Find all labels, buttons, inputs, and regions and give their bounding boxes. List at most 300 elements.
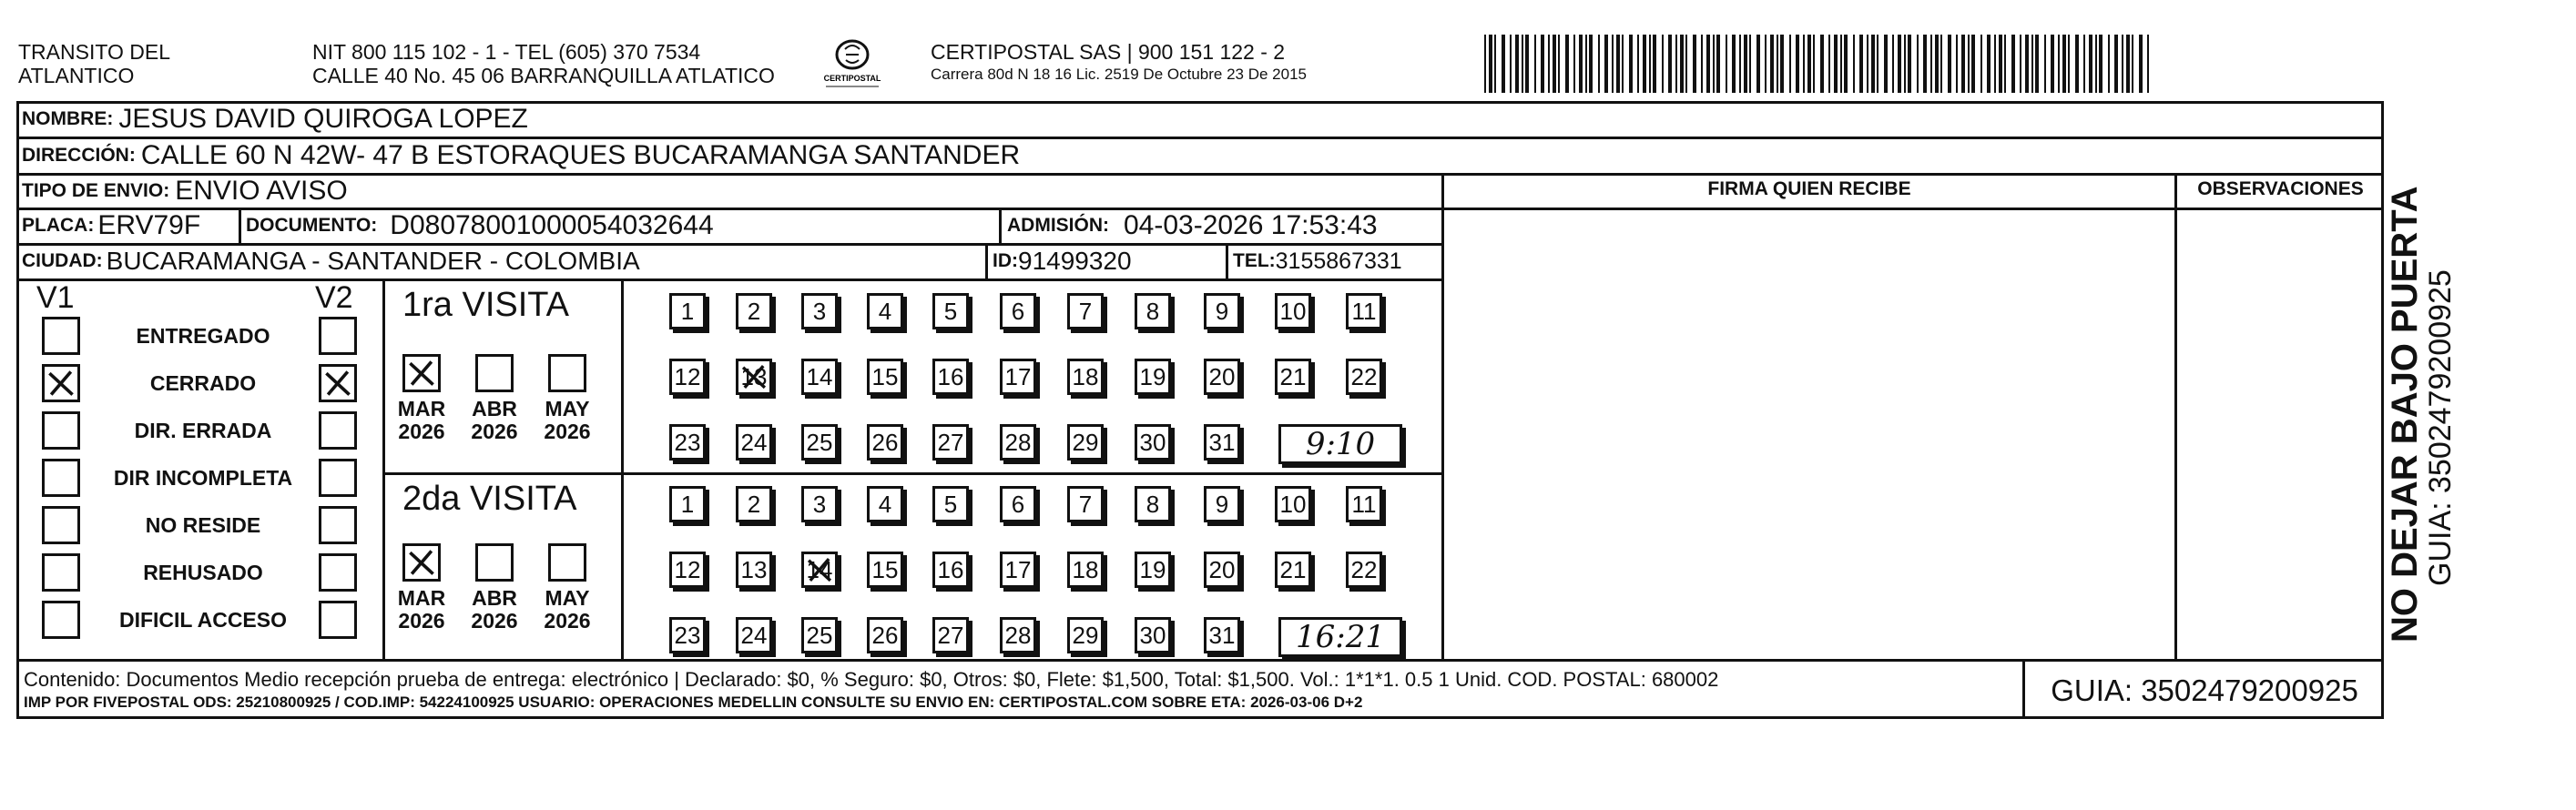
barcode-bar <box>1994 35 1996 93</box>
footer-line-2: IMP POR FIVEPOSTAL ODS: 25210800925 / COD.IMP: 54224100925 USUARIO: OPERACIONES MEDELLIN CONSULTE SU ENVIO EN: CERTIPOSTAL.COM SOBRE ETA: 2026-03-06 D+2 <box>24 694 1363 711</box>
day-number: 12 <box>674 555 701 583</box>
month-label <box>463 398 526 443</box>
day-box[interactable] <box>867 486 903 522</box>
day-box[interactable] <box>669 486 706 522</box>
day-box[interactable] <box>669 617 706 653</box>
barcode-bar <box>1820 35 1824 93</box>
barcode-bar <box>2139 35 2143 93</box>
barcode-bar <box>1685 35 1687 93</box>
month-year: 2026 <box>544 420 591 443</box>
month-label <box>390 398 453 443</box>
day-box[interactable] <box>801 293 838 329</box>
day-box[interactable] <box>669 359 706 395</box>
nombre-label: NOMBRE: <box>22 108 114 129</box>
day-number: 10 <box>1279 490 1307 518</box>
day-box[interactable] <box>932 424 969 461</box>
barcode-bar <box>2114 35 2118 93</box>
day-box[interactable] <box>1204 424 1240 461</box>
footer-guia: GUIA: 3502479200925 <box>2051 673 2358 707</box>
day-number: 27 <box>937 621 964 649</box>
barcode-bar <box>1701 35 1703 93</box>
nombre-row <box>22 102 528 137</box>
day-number: 22 <box>1350 362 1378 390</box>
v2-checkbox[interactable] <box>319 411 357 450</box>
barcode-bar <box>1961 35 1965 93</box>
day-number: 14 <box>806 362 833 390</box>
barcode-bar <box>1553 35 1556 93</box>
day-box[interactable] <box>1000 552 1036 588</box>
barcode-bar <box>1956 35 1958 93</box>
barcode-bar <box>2068 35 2070 93</box>
barcode-bar <box>1534 35 1536 93</box>
barcode-bar <box>1494 35 1496 93</box>
barcode-bar <box>1589 35 1593 93</box>
barcode-bar <box>1884 35 1888 93</box>
barcode-bar <box>1930 35 1932 93</box>
day-number: 15 <box>871 362 899 390</box>
barcode-bar <box>1489 35 1492 93</box>
day-number: 25 <box>806 621 833 649</box>
month-name: MAR <box>397 397 446 420</box>
day-box[interactable] <box>736 486 772 522</box>
day-number: 17 <box>1004 362 1032 390</box>
day-number: 26 <box>871 621 899 649</box>
handwritten-x-mark <box>804 554 835 585</box>
direccion-row <box>22 138 1020 173</box>
v1-checkbox[interactable] <box>42 601 80 639</box>
day-number: 16 <box>937 555 964 583</box>
id-field <box>993 244 1132 278</box>
barcode-bar <box>1859 35 1863 93</box>
month-name: MAR <box>397 586 446 610</box>
barcode-bar <box>2108 35 2110 93</box>
day-box[interactable] <box>1204 617 1240 653</box>
day-box[interactable] <box>801 486 838 522</box>
day-box[interactable] <box>1000 486 1036 522</box>
barcode-bar <box>2004 35 2006 93</box>
month-year: 2026 <box>398 609 445 633</box>
day-number: 30 <box>1139 428 1166 456</box>
agency-line-1: TRANSITO DEL <box>18 40 170 64</box>
barcode-bar <box>1987 35 1991 93</box>
month-label <box>463 587 526 633</box>
day-number: 7 <box>1078 490 1093 518</box>
day-box[interactable] <box>1135 359 1171 395</box>
barcode-bar <box>1968 35 1970 93</box>
admision-field <box>1007 208 1378 243</box>
barcode-bar <box>2044 35 2046 93</box>
barcode-bar <box>1579 35 1583 93</box>
barcode-bar <box>1548 35 1550 93</box>
v1-checkbox[interactable] <box>42 459 80 497</box>
agency-line-2: ATLANTICO <box>18 64 135 87</box>
barcode-bar <box>1789 35 1791 93</box>
day-number: 19 <box>1139 362 1166 390</box>
nit-line: NIT 800 115 102 - 1 - TEL (605) 370 7534 <box>312 40 701 64</box>
day-box[interactable] <box>932 359 969 395</box>
day-box[interactable] <box>1135 424 1171 461</box>
barcode-bar <box>1612 35 1614 93</box>
barcode-bar <box>1662 35 1664 93</box>
barcode-bar <box>1813 35 1815 93</box>
barcode-bar <box>1980 35 1982 93</box>
vertical-guia: GUIA: 3502479200925 <box>2423 269 2458 586</box>
barcode-bar <box>1770 35 1774 93</box>
barcode-bar <box>1732 35 1736 93</box>
company-info <box>931 40 1307 86</box>
status-label: CERRADO <box>149 371 257 395</box>
barcode-bar <box>1622 35 1624 93</box>
id-value: 91499320 <box>1018 247 1132 275</box>
day-box[interactable] <box>801 359 838 395</box>
day-number: 17 <box>1004 555 1032 583</box>
v2-label: V2 <box>315 280 353 315</box>
day-box[interactable] <box>1346 486 1382 522</box>
day-number: 16 <box>937 362 964 390</box>
day-box[interactable] <box>1135 293 1171 329</box>
barcode-bar <box>1510 35 1512 93</box>
ciudad-label: CIUDAD: <box>22 250 103 271</box>
observaciones-header: OBSERVACIONES <box>2197 178 2364 199</box>
day-number: 10 <box>1279 297 1307 325</box>
barcode-bar <box>1971 35 1975 93</box>
day-number: 12 <box>674 362 701 390</box>
barcode-bar <box>1716 35 1720 93</box>
v1-checkbox[interactable] <box>42 317 80 355</box>
v2-checkbox[interactable] <box>319 601 357 639</box>
ciudad-value: BUCARAMANGA - SANTANDER - COLOMBIA <box>106 247 640 275</box>
status-label: DIFICIL ACCESO <box>118 608 287 632</box>
day-number: 5 <box>943 297 958 325</box>
barcode-bar <box>1653 35 1656 93</box>
barcode-bar <box>1604 35 1608 93</box>
month-year: 2026 <box>544 609 591 633</box>
placa-field <box>22 208 200 243</box>
barcode-bar <box>2020 35 2021 93</box>
barcode-bar <box>1828 35 1830 93</box>
footer-contents <box>24 668 2018 714</box>
barcode-bar <box>2035 35 2039 93</box>
barcode-bar <box>2099 35 2103 93</box>
day-number: 25 <box>806 428 833 456</box>
barcode-bar <box>1917 35 1919 93</box>
day-box[interactable] <box>1135 552 1171 588</box>
barcode-bar <box>1840 35 1842 93</box>
barcode-bar <box>2089 35 2092 93</box>
ciudad-field <box>22 244 640 278</box>
barcode-bar <box>1853 35 1855 93</box>
day-number: 1 <box>680 490 695 518</box>
day-box[interactable] <box>736 552 772 588</box>
agency-contact <box>312 40 775 87</box>
barcode-bar <box>1892 35 1894 93</box>
status-label: NO RESIDE <box>145 513 261 537</box>
documento-label: DOCUMENTO: <box>246 215 378 236</box>
company-address: Carrera 80d N 18 16 Lic. 2519 De Octubre 23 De 2015 <box>931 66 1307 83</box>
day-number: 24 <box>740 428 768 456</box>
month-year: 2026 <box>471 609 518 633</box>
day-box[interactable] <box>801 617 838 653</box>
day-box[interactable] <box>867 552 903 588</box>
day-number: 21 <box>1279 555 1307 583</box>
day-box[interactable] <box>867 293 903 329</box>
day-number: 8 <box>1145 297 1160 325</box>
handwritten-time: 16:21 <box>1278 617 1402 657</box>
day-number: 9 <box>1215 490 1229 518</box>
barcode-bar <box>1877 35 1879 93</box>
barcode-bar <box>2147 35 2149 93</box>
barcode-bar <box>1871 35 1875 93</box>
month-year: 2026 <box>471 420 518 443</box>
day-box[interactable] <box>1346 552 1382 588</box>
day-number: 31 <box>1208 428 1236 456</box>
documento-field <box>246 208 714 243</box>
tel-label: TEL: <box>1233 250 1276 271</box>
barcode-bar <box>1726 35 1727 93</box>
day-box[interactable] <box>801 424 838 461</box>
day-number: 26 <box>871 428 899 456</box>
barcode-bar <box>1780 35 1784 93</box>
day-box[interactable] <box>932 552 969 588</box>
day-box[interactable] <box>932 486 969 522</box>
tipo-envio-label: TIPO DE ENVIO: <box>22 179 170 201</box>
firma-header: FIRMA QUIEN RECIBE <box>1707 178 1911 199</box>
admision-label: ADMISIÓN: <box>1007 215 1109 236</box>
day-box[interactable] <box>1000 617 1036 653</box>
day-box[interactable] <box>1204 552 1240 588</box>
day-box[interactable] <box>1275 293 1311 329</box>
day-number: 2 <box>747 490 761 518</box>
day-box[interactable] <box>669 424 706 461</box>
day-box[interactable] <box>1275 486 1311 522</box>
barcode-bar <box>1637 35 1639 93</box>
month-name: MAY <box>545 586 590 610</box>
day-box[interactable] <box>1067 424 1104 461</box>
barcode-bar <box>1796 35 1799 93</box>
day-box[interactable] <box>1135 486 1171 522</box>
barcode-bar <box>2051 35 2054 93</box>
month-checkbox[interactable] <box>475 354 514 392</box>
status-label: DIR INCOMPLETA <box>113 466 293 490</box>
admision-value: 04-03-2026 17:53:43 <box>1124 210 1378 240</box>
barcode-bar <box>2025 35 2029 93</box>
day-box[interactable] <box>1067 552 1104 588</box>
barcode-bar <box>2083 35 2085 93</box>
day-box[interactable] <box>1204 359 1240 395</box>
day-number: 4 <box>878 490 892 518</box>
day-box[interactable] <box>801 552 838 588</box>
barcode-bar <box>2122 35 2123 93</box>
month-label <box>535 398 599 443</box>
vertical-notice <box>2386 124 2457 643</box>
day-box[interactable] <box>932 617 969 653</box>
barcode-bar <box>1629 35 1633 93</box>
barcode-bar <box>1616 35 1620 93</box>
month-name: ABR <box>472 586 517 610</box>
barcode-bar <box>1668 35 1672 93</box>
barcode-bar <box>1675 35 1677 93</box>
day-number: 4 <box>878 297 892 325</box>
day-box[interactable] <box>1067 359 1104 395</box>
barcode-bar <box>1565 35 1569 93</box>
day-box[interactable] <box>1000 293 1036 329</box>
day-box[interactable] <box>736 424 772 461</box>
barcode-bar <box>1904 35 1906 93</box>
barcode-bar <box>1756 35 1760 93</box>
barcode-bar <box>1935 35 1939 93</box>
handwritten-x-mark <box>738 361 769 392</box>
placa-label: PLACA: <box>22 215 95 236</box>
day-box[interactable] <box>1135 617 1171 653</box>
day-box[interactable] <box>1275 359 1311 395</box>
barcode-bar <box>1803 35 1805 93</box>
barcode-bar <box>1484 35 1486 93</box>
barcode-bar <box>2075 35 2079 93</box>
day-number: 28 <box>1004 621 1032 649</box>
month-checkbox[interactable] <box>475 543 514 582</box>
direccion-value: CALLE 60 N 42W- 47 B ESTORAQUES BUCARAMANGA SANTANDER <box>140 140 1021 170</box>
tel-value: 3155867331 <box>1275 248 1402 274</box>
barcode-bar <box>1948 35 1951 93</box>
agency-address: CALLE 40 No. 45 06 BARRANQUILLA ATLATICO <box>312 64 775 87</box>
day-box[interactable] <box>736 617 772 653</box>
day-box[interactable] <box>867 424 903 461</box>
day-box[interactable] <box>1204 293 1240 329</box>
month-checkbox[interactable] <box>402 354 441 392</box>
day-number: 30 <box>1139 621 1166 649</box>
v2-checkbox[interactable] <box>319 506 357 544</box>
id-label: ID: <box>993 250 1018 271</box>
month-label <box>390 587 453 633</box>
day-box[interactable] <box>1204 486 1240 522</box>
barcode-bar <box>1573 35 1575 93</box>
day-box[interactable] <box>932 293 969 329</box>
barcode-bar <box>1898 35 1901 93</box>
day-box[interactable] <box>1067 293 1104 329</box>
barcode-bar <box>1807 35 1811 93</box>
day-number: 18 <box>1072 362 1099 390</box>
day-number: 14 <box>806 555 833 583</box>
day-number: 11 <box>1351 490 1377 518</box>
barcode-bar <box>1649 35 1651 93</box>
day-box[interactable] <box>867 359 903 395</box>
day-number: 9 <box>1215 297 1229 325</box>
v1-label: V1 <box>36 280 75 315</box>
direccion-label: DIRECCIÓN: <box>22 145 136 166</box>
day-box[interactable] <box>1346 293 1382 329</box>
day-box[interactable] <box>736 359 772 395</box>
day-number: 1 <box>680 297 695 325</box>
barcode-bar <box>1693 35 1696 93</box>
day-box[interactable] <box>1000 359 1036 395</box>
day-number: 15 <box>871 555 899 583</box>
barcode-bar <box>1923 35 1927 93</box>
first-visit-title: 1ra VISITA <box>402 286 570 324</box>
barcode-bar <box>1515 35 1519 93</box>
barcode-bar <box>1765 35 1767 93</box>
day-number: 20 <box>1208 555 1236 583</box>
day-number: 24 <box>740 621 768 649</box>
barcode-bar <box>1525 35 1529 93</box>
day-number: 22 <box>1350 555 1378 583</box>
status-label: ENTREGADO <box>136 324 270 348</box>
day-box[interactable] <box>669 293 706 329</box>
barcode-bar <box>2031 35 2033 93</box>
footer-line-1: Contenido: Documentos Medio recepción prueba de entrega: electrónico | Declarado: $0, % Seguro: $0, Otros: $0, Flete: $1,500, Total: $1,500. Vol.: 1*1*1. 0.5 1 Unid. COD. POSTAL: 680002 <box>24 668 1719 691</box>
barcode-bar <box>1643 35 1646 93</box>
day-number: 28 <box>1004 428 1032 456</box>
day-number: 11 <box>1351 297 1377 325</box>
v2-checkbox[interactable] <box>319 459 357 497</box>
barcode-bar <box>1739 35 1741 93</box>
status-label: DIR. ERRADA <box>134 419 272 442</box>
tel-field <box>1233 244 1402 278</box>
day-number: 23 <box>674 621 701 649</box>
day-number: 19 <box>1139 555 1166 583</box>
day-box[interactable] <box>1067 617 1104 653</box>
day-number: 21 <box>1279 362 1307 390</box>
month-checkbox[interactable] <box>548 354 586 392</box>
day-box[interactable] <box>669 552 706 588</box>
barcode-bar <box>1502 35 1505 93</box>
no-dejar-bajo-puerta: NO DEJAR BAJO PUERTA <box>2385 186 2425 643</box>
day-number: 3 <box>812 490 827 518</box>
day-box[interactable] <box>736 293 772 329</box>
barcode-bar <box>1749 35 1751 93</box>
nombre-value: JESUS DAVID QUIROGA LOPEZ <box>118 104 528 134</box>
barcode-bar <box>1940 35 1942 93</box>
month-name: ABR <box>472 397 517 420</box>
tipo-envio-row <box>22 174 348 208</box>
day-number: 8 <box>1145 490 1160 518</box>
barcode-bar <box>1598 35 1600 93</box>
month-name: MAY <box>545 397 590 420</box>
day-number: 6 <box>1011 297 1025 325</box>
month-checkbox[interactable] <box>402 543 441 582</box>
logo-text: CERTIPOSTAL <box>823 74 881 83</box>
v2-checkbox[interactable] <box>319 317 357 355</box>
month-checkbox[interactable] <box>548 543 586 582</box>
day-number: 18 <box>1072 555 1099 583</box>
barcode-bar <box>1680 35 1684 93</box>
day-number: 13 <box>740 555 768 583</box>
day-box[interactable] <box>1067 486 1104 522</box>
barcode-bar <box>2058 35 2060 93</box>
day-number: 13 <box>740 362 768 390</box>
day-box[interactable] <box>1346 359 1382 395</box>
barcode-bar <box>1999 35 2002 93</box>
v2-checkbox[interactable] <box>319 364 357 402</box>
v2-checkbox[interactable] <box>319 553 357 592</box>
barcode-bar <box>2062 35 2066 93</box>
day-number: 23 <box>674 428 701 456</box>
day-box[interactable] <box>1275 552 1311 588</box>
day-number: 6 <box>1011 490 1025 518</box>
placa-value: ERV79F <box>97 210 201 240</box>
barcode-bar <box>1585 35 1587 93</box>
v1-checkbox[interactable] <box>42 506 80 544</box>
v1-checkbox[interactable] <box>42 411 80 450</box>
barcode-bar <box>1744 35 1747 93</box>
handwritten-time: 9:10 <box>1278 424 1402 464</box>
day-number: 31 <box>1208 621 1236 649</box>
day-number: 27 <box>937 428 964 456</box>
day-box[interactable] <box>1000 424 1036 461</box>
barcode-bar <box>1908 35 1911 93</box>
v1-checkbox[interactable] <box>42 553 80 592</box>
v1-checkbox[interactable] <box>42 364 80 402</box>
day-box[interactable] <box>867 617 903 653</box>
